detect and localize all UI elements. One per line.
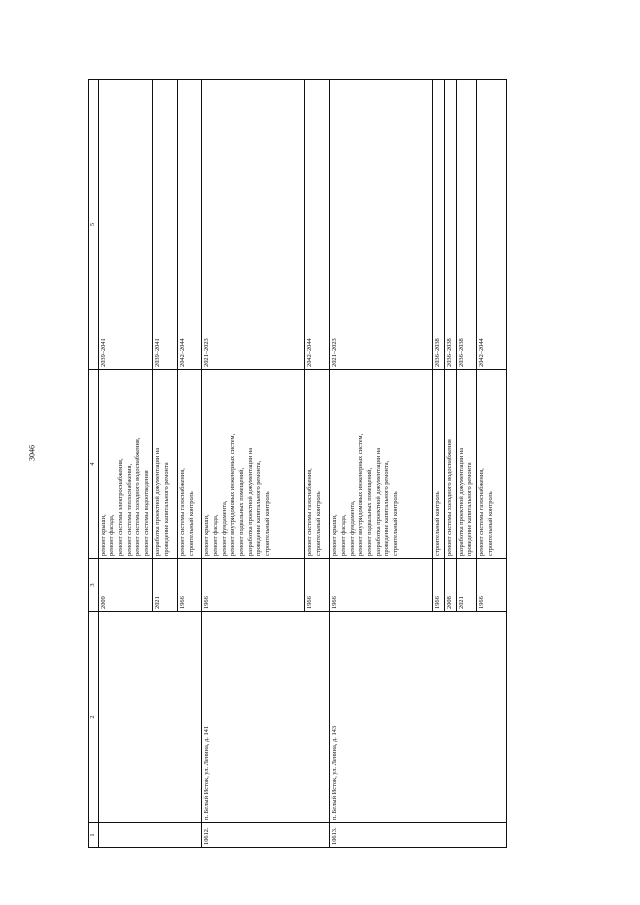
- table-row: [202, 80, 305, 848]
- row-works: ремонт системы холодного водоснабжения: [445, 370, 457, 559]
- rotated-table-container: [88, 80, 506, 848]
- row-year: 1966: [477, 559, 507, 612]
- repair-schedule-table: [88, 79, 507, 848]
- page-number: 3046: [27, 445, 37, 461]
- row-works: разработка проектной документации на проведение капитального ремонта: [456, 370, 476, 559]
- row-address-cell: п. Белый Исток, ул. Ленина, д. 141: [202, 612, 330, 823]
- row-period: 2036–2038: [445, 80, 457, 370]
- row-works: ремонт системы газоснабжения, строительный контроль: [178, 370, 202, 559]
- row-year: 1966: [305, 559, 330, 612]
- row-period: 2042–2044: [305, 80, 330, 370]
- row-period: 2039–2041: [98, 80, 153, 370]
- row-year: 1966: [330, 559, 433, 612]
- row-year: 1966: [178, 559, 202, 612]
- row-period: 2036–2038: [456, 80, 476, 370]
- row-works: строительный контроль: [433, 370, 445, 559]
- row-index-cell: 10612.: [202, 823, 330, 848]
- row-period: 2042–2044: [178, 80, 202, 370]
- row-year: 2008: [445, 559, 457, 612]
- row-works: ремонт системы газоснабжения, строительный контроль: [305, 370, 330, 559]
- header-col-5: 5: [89, 80, 99, 370]
- header-col-2: 2: [89, 612, 99, 823]
- row-period: 2039–2041: [153, 80, 178, 370]
- row-index-cell: [98, 823, 202, 848]
- row-period: 2021–2023: [330, 80, 433, 370]
- row-period: 2021–2023: [202, 80, 305, 370]
- row-index-cell: 10613.: [330, 823, 507, 848]
- header-col-3: 3: [89, 559, 99, 612]
- table-header-row: [89, 80, 99, 848]
- header-col-1: 1: [89, 823, 99, 848]
- row-works: ремонт системы газоснабжения, строительный контроль: [477, 370, 507, 559]
- row-address-cell: [98, 612, 202, 823]
- row-year: 2021: [153, 559, 178, 612]
- row-works: ремонт крыши, ремонт фасада, ремонт фундамента, ремонт внутридомовых инженерных систем, ремонт подвальных помещений, разработка проектной документации на проведение капитального ремонта, строительный контроль: [202, 370, 305, 559]
- table-row: [330, 80, 433, 848]
- header-col-4: 4: [89, 370, 99, 559]
- row-year: 2009: [98, 559, 153, 612]
- table-row: [98, 80, 153, 848]
- row-year: 1966: [202, 559, 305, 612]
- row-year: 2021: [456, 559, 476, 612]
- row-period: 2036–2038: [433, 80, 445, 370]
- row-address-cell: п. Белый Исток, ул. Ленина, д. 143: [330, 612, 507, 823]
- row-year: 1966: [433, 559, 445, 612]
- row-works: ремонт крыши, ремонт фасада, ремонт фундамента, ремонт внутридомовых инженерных систем, ремонт подвальных помещений, разработка проектной документации на проведение капитального ремонта, строительный контроль: [330, 370, 433, 559]
- row-works: ремонт крыши, ремонт фасада, ремонт системы электроснабжения, ремонт системы теплоснабжения, ремонт системы холодного водоснабжения, ремонт системы водоотведения: [98, 370, 153, 559]
- row-works: разработка проектной документации на проведение капитального ремонта: [153, 370, 178, 559]
- row-period: 2042–2044: [477, 80, 507, 370]
